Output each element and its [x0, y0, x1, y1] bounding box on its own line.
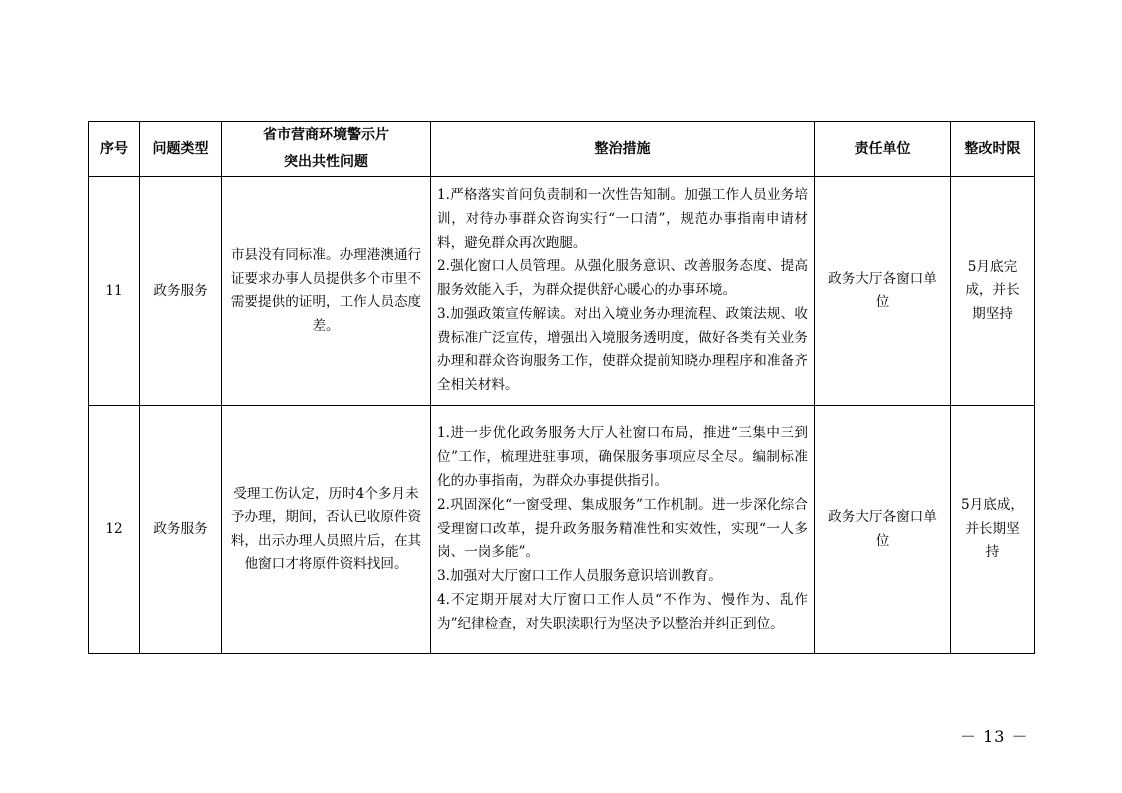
header-deadline: 整改时限 — [951, 122, 1035, 177]
table-row — [89, 177, 1035, 406]
row-unit: 政务大厅各窗口单位 — [815, 177, 951, 406]
table-row — [89, 406, 1035, 654]
measure-item: 2.巩固深化“一窗受理、集成服务”工作机制。进一步深化综合受理窗口改革，提升政务服务精准性和实效性，实现“一人多岗、一岗多能”。 — [437, 496, 808, 561]
header-unit: 责任单位 — [815, 122, 951, 177]
rectification-table — [88, 121, 1035, 654]
row-problem: 受理工伤认定，历时4个多月未予办理，期间，否认已收原件资料，出示办理人员照片后，在其他窗口才将原件资料找回。 — [222, 406, 431, 654]
measure-item: 3.加强政策宣传解读。对出入境业务办理流程、政策法规、收费标准广泛宣传，增强出入境服务透明度，做好各类有关业务办理和群众咨询服务工作，使群众提前知晓办理程序和准备齐全相关材料。 — [437, 305, 808, 394]
header-measures: 整治措施 — [431, 122, 815, 177]
header-type: 问题类型 — [140, 122, 222, 177]
header-problem — [222, 122, 431, 177]
row-deadline: 5月底完成，并长期坚持 — [951, 177, 1035, 406]
row-measures — [431, 406, 815, 654]
measure-item: 3.加强对大厅窗口工作人员服务意识培训教育。 — [437, 568, 722, 585]
measure-item: 1.严格落实首问负责制和一次性告知制。加强工作人员业务培训，对待办事群众咨询实行“一口清”，规范办事指南申请材料，避免群众再次跑腿。 — [437, 186, 808, 251]
table-header-row — [89, 122, 1035, 177]
row-seq: 12 — [89, 406, 140, 654]
row-type: 政务服务 — [140, 177, 222, 406]
row-measures — [431, 177, 815, 406]
row-unit: 政务大厅各窗口单位 — [815, 406, 951, 654]
row-type: 政务服务 — [140, 406, 222, 654]
page-number: － 13 － — [960, 727, 1029, 746]
row-problem: 市县没有同标准。办理港澳通行证要求办事人员提供多个市里不需要提供的证明，工作人员态度差。 — [222, 177, 431, 406]
row-deadline: 5月底成，并长期坚持 — [951, 406, 1035, 654]
row-seq: 11 — [89, 177, 140, 406]
measure-item: 4.不定期开展对大厅窗口工作人员“不作为、慢作为、乱作为”纪律检查，对失职渎职行为坚决予以整治并纠正到位。 — [437, 591, 808, 632]
header-problem-line2: 突出共性问题 — [284, 154, 368, 170]
measure-item: 2.强化窗口人员管理。从强化服务意识、改善服务态度、提高服务效能入手，为群众提供舒心暖心的办事环境。 — [437, 258, 808, 299]
measure-item: 1.进一步优化政务服务大厅人社窗口布局，推进“三集中三到位”工作，梳理进驻事项，确保服务事项应尽全尽。编制标准化的办事指南，为群众办事提供指引。 — [437, 425, 808, 489]
header-problem-line1: 省市营商环境警示片 — [263, 127, 389, 143]
header-seq: 序号 — [89, 122, 140, 177]
